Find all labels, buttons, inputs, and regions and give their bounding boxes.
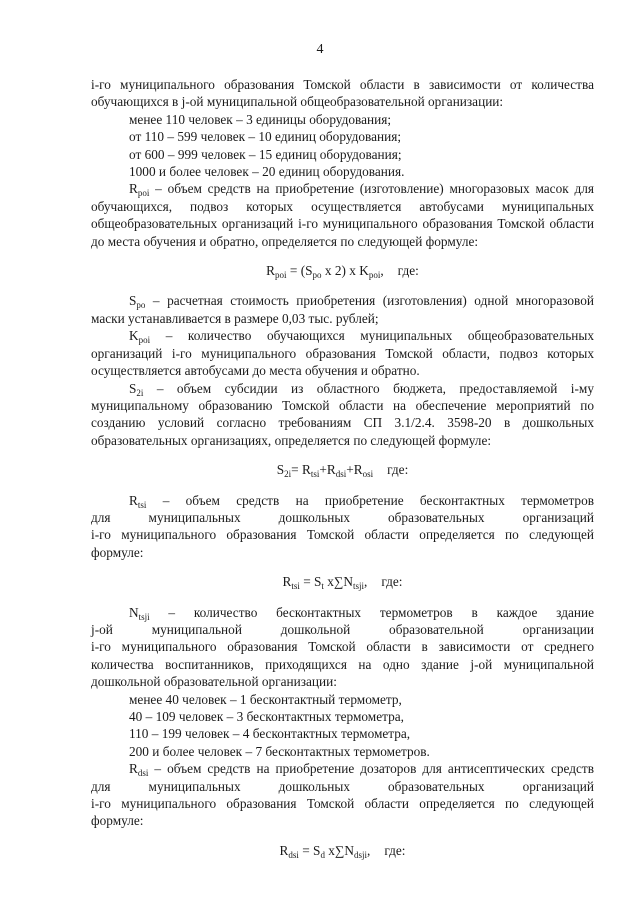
equip-list-item: 1000 и более человек – 20 единиц оборудования. bbox=[129, 164, 405, 180]
rtsi-definition-line-2: для муниципальных дошкольных образовательных организаций bbox=[91, 509, 594, 525]
thermo-list-item: 40 – 109 человек – 3 бесконтактных термометра, bbox=[129, 709, 404, 724]
kpoi-definition: $K_{poi}$ – количество обучающихся муниципальных общеобразовательных организаций i-го муниципального образования Томской области, подвоз которых осуществляется автобусами до места обучения и обратно. bbox=[91, 328, 594, 379]
formula-s2i: $S_{2i}= R_{tsi}+R_{dsi}+R_{osi}$ где: bbox=[276, 462, 409, 480]
formula-rpoi: $R_{poi} = (S_{po}$ x 2) x $K_{poi}$, где: bbox=[266, 263, 419, 281]
s2i-definition: $S_{2i}$ – объем субсидии из областного бюджета, предоставляемой i-му муниципальному образованию Томской области на обеспечение мероприятий по созданию условий согласно требованиям СП 3.1/2.4. 3598-20 в дошкольных образовательных организациях, определяется по следующей формуле: bbox=[91, 380, 594, 448]
ntsji-definition-line-2: j-ой муниципальной дошкольной образовательной организации bbox=[91, 621, 594, 637]
spo-definition: $S_{po}$ – расчетная стоимость приобретения (изготовления) одной многоразовой маски устанавливается в размере 0,03 тыс. рублей; bbox=[91, 293, 594, 326]
formula-rdsi: $R_{dsi} = S_d$ $x\sum N_{dsji}$, где: bbox=[279, 842, 406, 860]
equip-list-item: от 110 – 599 человек – 10 единиц оборудования; bbox=[129, 129, 402, 145]
rdsi-definition-line-1: $R_{dsi}$ – объем средств на приобретение дозаторов для антисептических средств bbox=[129, 761, 594, 779]
equip-list-item: менее 110 человек – 3 единицы оборудования; bbox=[129, 111, 392, 127]
rdsi-definition-rest: i-го муниципального образования Томской области определяется по следующей формуле: bbox=[91, 796, 594, 829]
rtsi-definition-rest: i-го муниципального образования Томской области определяется по следующей формуле: bbox=[91, 527, 594, 560]
equip-list-item: от 600 – 999 человек – 15 единиц оборудования; bbox=[129, 146, 402, 162]
rtsi-definition-line-1: $R_{tsi}$ – объем средств на приобретение бесконтактных термометров bbox=[129, 492, 594, 510]
intro-line-2: обучающихся в j-ой муниципальной общеобразовательной организации: bbox=[91, 94, 504, 110]
intro-line-1: i-го муниципального образования Томской области в зависимости от количества bbox=[91, 77, 594, 92]
thermo-list-item: менее 40 человек – 1 бесконтактный термометр, bbox=[129, 691, 402, 707]
page-number: 4 bbox=[316, 42, 324, 57]
ntsji-definition-rest: i-го муниципального образования Томской области в зависимости от среднего количества воспитанников, приходящихся на одно здание j-ой муниципальной дошкольной образовательной организации: bbox=[91, 639, 594, 690]
thermo-list-item: 110 – 199 человек – 4 бесконтактных термометра, bbox=[129, 726, 411, 742]
formula-rtsi: $R_{tsi} = S_t$ $x\sum N_{tsji}$, где: bbox=[282, 574, 403, 592]
ntsji-definition-line-1: $N_{tsji}$ – количество бесконтактных термометров в каждое здание bbox=[129, 604, 594, 622]
rpoi-definition: $R_{poi}$ – объем средств на приобретение (изготовление) многоразовых масок для обучающихся, подвоз которых осуществляется автобусами муниципальных общеобразовательных организаций i-го муниципального образования Томской области до места обучения и обратно, определяется по следующей формуле: bbox=[91, 181, 594, 249]
thermo-list-item: 200 и более человек – 7 бесконтактных термометров. bbox=[129, 743, 430, 759]
document-body bbox=[91, 76, 594, 872]
rdsi-definition-line-2: для муниципальных дошкольных образовательных организаций bbox=[91, 778, 594, 794]
